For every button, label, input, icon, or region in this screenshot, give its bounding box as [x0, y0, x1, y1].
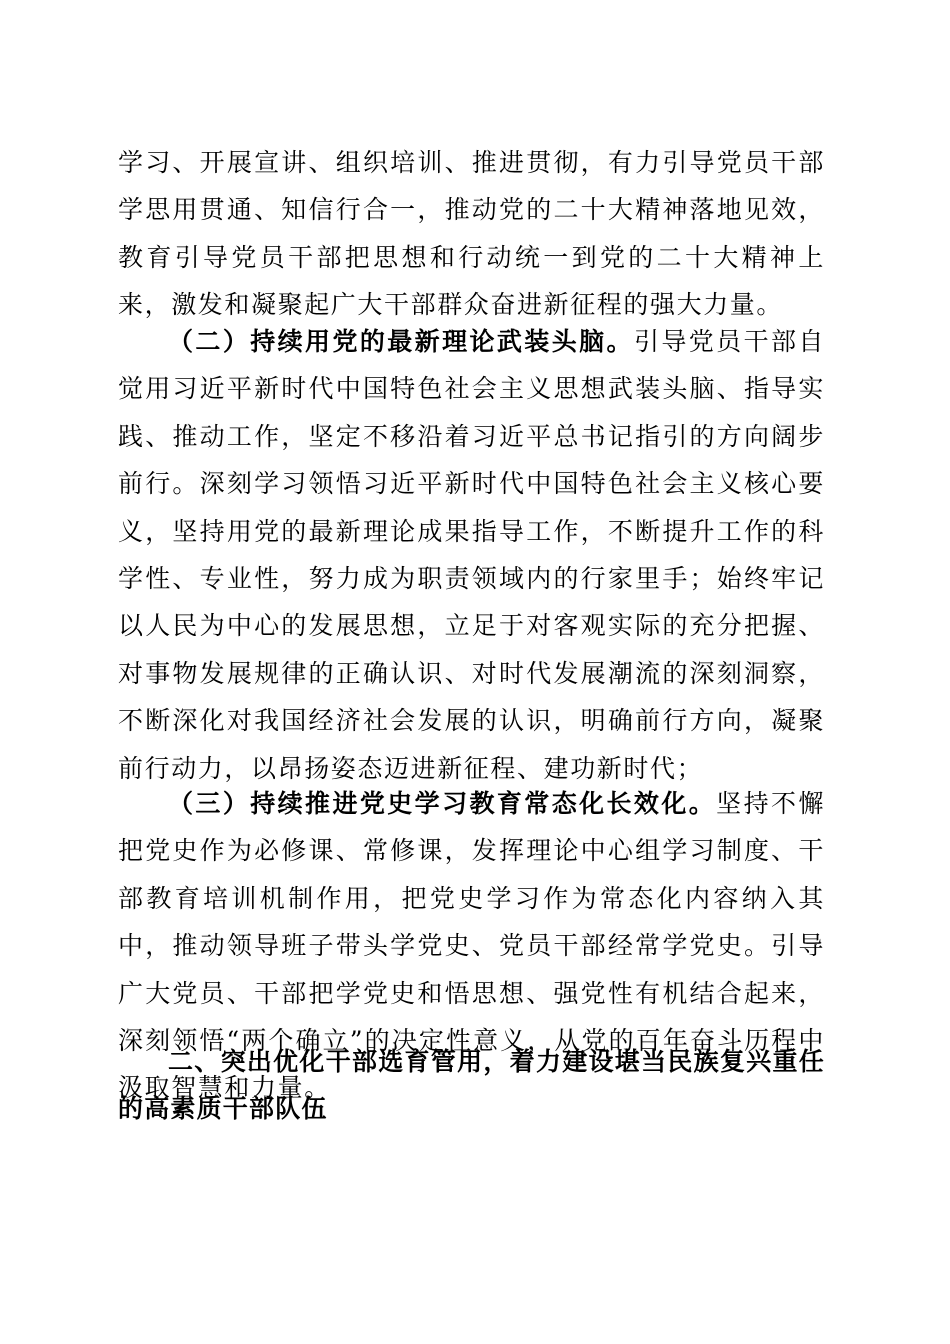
paragraph-2-title: （二）持续用党的最新理论武装头脑。: [168, 327, 634, 356]
paragraph-2: [118, 318, 825, 792]
paragraph-3-title: （三）持续推进党史学习教育常态化长效化。: [168, 789, 717, 818]
paragraph-1-text: 学习、开展宣讲、组织培训、推进贯彻，有力引导党员干部学思用贯通、知信行合一，推动党的二十大精神落地见效，教育引导党员干部把思想和行动统一到党的二十大精神上来，激发和凝聚起广大干部群众奋进新征程的强大力量。: [118, 148, 825, 320]
paragraph-1: [118, 139, 825, 329]
section-heading-text: 二、突出优化干部选育管用，着力建设堪当民族复兴重任的高素质干部队伍: [118, 1047, 825, 1124]
section-heading: [118, 1038, 825, 1133]
paragraph-2-body: 引导党员干部自觉用习近平新时代中国特色社会主义思想武装头脑、指导实践、推动工作，坚定不移沿着习近平总书记指引的方向阔步前行。深刻学习领悟习近平新时代中国特色社会主义核心要义，坚持用党的最新理论成果指导工作，不断提升工作的科学性、专业性，努力成为职责领域内的行家里手；始终牢记以人民为中心的发展思想，立足于对客观实际的充分把握、对事物发展规律的正确认识、对时代发展潮流的深刻洞察，不断深化对我国经济社会发展的认识，明确前行方向，凝聚前行动力，以昂扬姿态迈进新征程、建功新时代；: [118, 327, 826, 783]
paragraph-3-body: 坚持不懈把党史作为必修课、常修课，发挥理论中心组学习制度、干部教育培训机制作用，把党史学习作为常态化内容纳入其中，推动领导班子带头学党史、党员干部经常学党史。引导广大党员、干部把学党史和悟思想、强党性有机结合起来，深刻领悟“两个确立”的决定性意义，从党的百年奋斗历程中汲取智慧和力量。: [118, 789, 825, 1103]
